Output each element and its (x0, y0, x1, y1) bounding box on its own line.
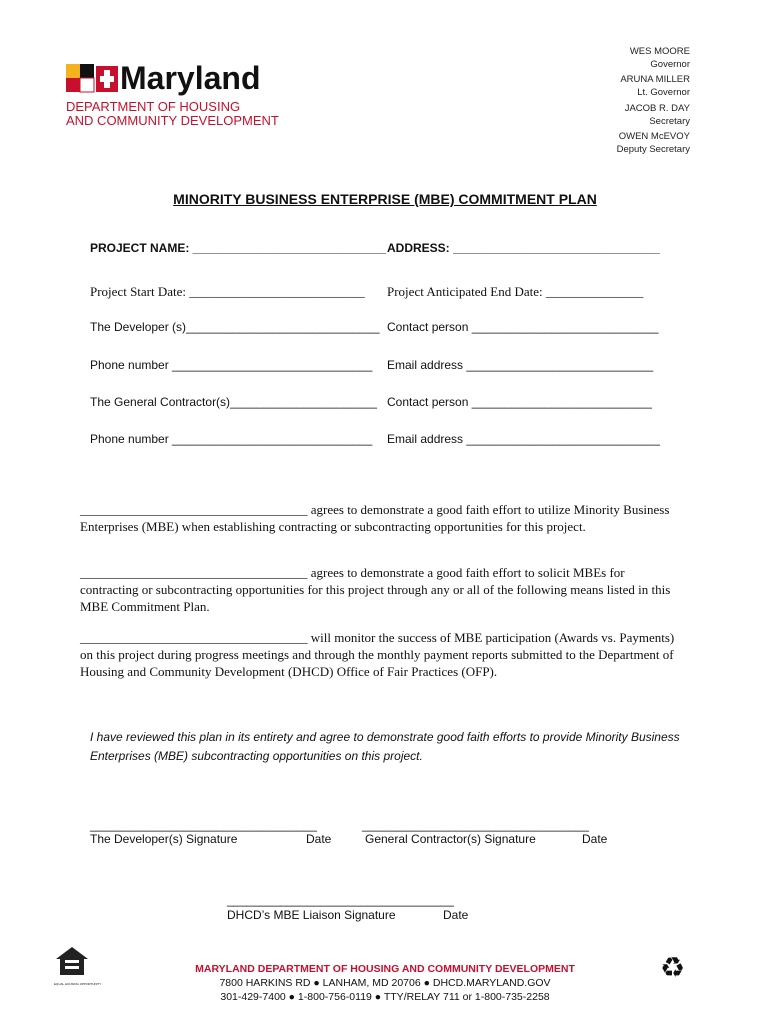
field-start-date[interactable]: Project Start Date: ___________________________ (90, 284, 365, 299)
field-dev-email[interactable]: Email address ____________________________ (387, 358, 654, 372)
field-address[interactable]: ADDRESS: _______________________________ (387, 241, 660, 255)
equal-housing-logo: EQUAL HOUSING OPPORTUNITY (54, 945, 90, 986)
footer-phone: 301-429-7400 ● 1-800-756-0119 ● TTY/RELAY 711 or 1-800-735-2258 (220, 991, 550, 1003)
footer-org: MARYLAND DEPARTMENT OF HOUSING AND COMMUNITY DEVELOPMENT (195, 963, 575, 975)
dev-date-label: Date (306, 832, 332, 846)
paragraph-solicit: ___________________________________ agrees to demonstrate a good faith effort to solicit MBEs for contracting or subcontracting opportunities for this project through any or all of the following means listed in this MBE Commitment Plan. (80, 565, 671, 614)
liaison-sig-label: DHCD’s MBE Liaison Signature (227, 908, 396, 922)
dept-line-2: AND COMMUNITY DEVELOPMENT (66, 113, 279, 128)
gc-sig-line[interactable]: __________________________________ (362, 818, 589, 832)
official-secretary: JACOB R. DAY Secretary (624, 103, 690, 127)
field-gc[interactable]: The General Contractor(s)______________________ (90, 395, 377, 409)
official-lt-governor: ARUNA MILLER Lt. Governor (620, 74, 690, 98)
field-end-date[interactable]: Project Anticipated End Date: _______________ (387, 284, 644, 299)
logo-name: Maryland (120, 60, 261, 96)
official-governor: WES MOORE Governor (629, 46, 690, 70)
field-gc-phone[interactable]: Phone number ______________________________ (90, 432, 373, 446)
maryland-flag-icon (66, 60, 120, 94)
dev-sig-label: The Developer(s) Signature (90, 832, 238, 846)
liaison-sig-line[interactable]: __________________________________ (227, 893, 454, 907)
paragraph-utilize: ___________________________________ agrees to demonstrate a good faith effort to utilize Minority Business Enterprises (MBE) when establishing contracting or subcontracting opportunities for this project. (80, 502, 670, 534)
dev-sig-line[interactable]: __________________________________ (90, 818, 317, 832)
gc-date-label: Date (582, 832, 608, 846)
page-title: MINORITY BUSINESS ENTERPRISE (MBE) COMMITMENT PLAN (173, 191, 597, 207)
field-gc-contact[interactable]: Contact person ___________________________ (387, 395, 652, 409)
dept-line-1: DEPARTMENT OF HOUSING (66, 99, 241, 114)
field-gc-email[interactable]: Email address _____________________________ (387, 432, 660, 446)
agreement-statement: I have reviewed this plan in its entirety and agree to demonstrate good faith efforts to provide Minority Business Enterprises (MBE) subcontracting opportunities on this project. (90, 730, 680, 763)
liaison-date-label: Date (443, 908, 469, 922)
equal-housing-icon (54, 945, 90, 977)
paragraph-monitor: ___________________________________ will monitor the success of MBE participation (Awards vs. Payments) on this project during progress meetings and through the monthly payment reports submitted to the Department of Housing and Community Development (DHCD) Office of Fair Practices (OFP). (80, 630, 675, 679)
field-project-name[interactable]: PROJECT NAME: _____________________________ (90, 241, 387, 255)
field-dev-contact[interactable]: Contact person ____________________________ (387, 320, 659, 334)
official-deputy: OWEN McEVOY Deputy Secretary (616, 131, 690, 155)
recycle-icon: ♻ (660, 952, 686, 983)
footer-address: 7800 HARKINS RD ● LANHAM, MD 20706 ● DHCD.MARYLAND.GOV (219, 977, 551, 989)
gc-sig-label: General Contractor(s) Signature (365, 832, 536, 846)
field-dev-phone[interactable]: Phone number ______________________________ (90, 358, 373, 372)
field-developer[interactable]: The Developer (s)_____________________________ (90, 320, 380, 334)
